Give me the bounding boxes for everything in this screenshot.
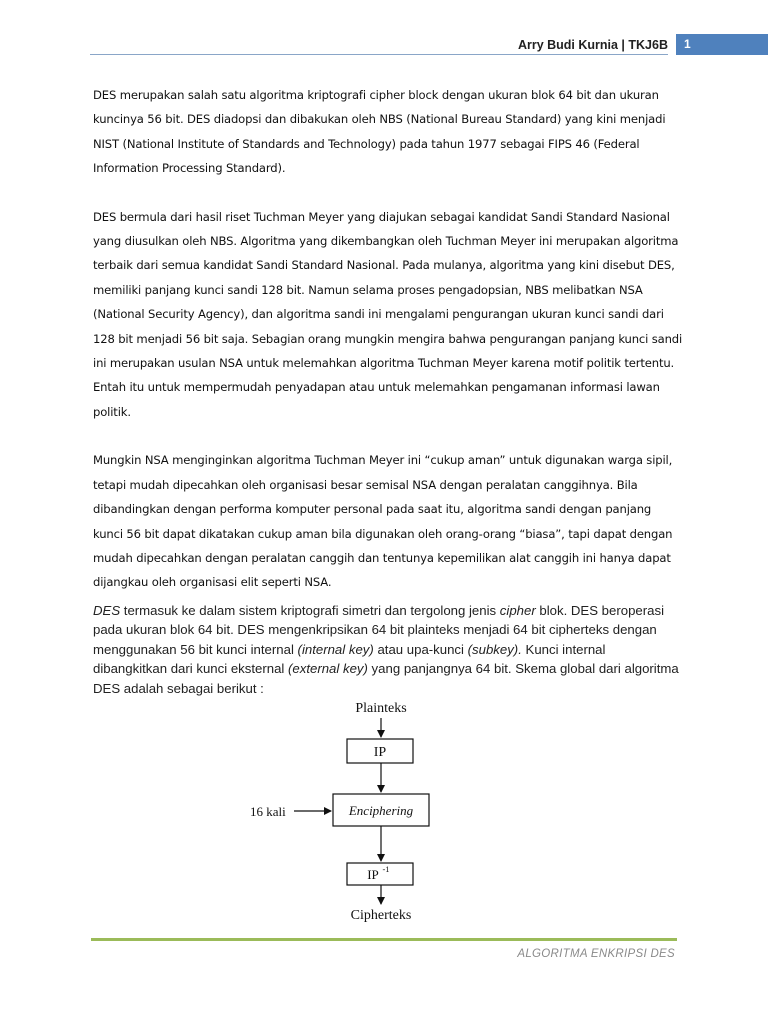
paragraph-des-definition: DES merupakan salah satu algoritma kriptografi cipher block dengan ukuran blok 64 bit dan ukuran kuncinya 56 bit. DES diadopsi dan dibakukan oleh NBS (National Bureau Standard) yang kini menjadi NIST (National Institute of Standards and Technology) pada tahun 1977 sebagai FIPS 46 (Federal Information Processing Standard). (93, 88, 666, 176)
cipherteks-label: Cipherteks (350, 908, 412, 923)
header-author-class: Arry Budi Kurnia | TKJ6B (517, 38, 668, 52)
footer-rule (91, 938, 677, 941)
page-header (0, 34, 768, 56)
header-rule (90, 54, 668, 55)
paragraph-nsa: Mungkin NSA menginginkan algoritma Tuchman Meyer ini “cukup aman” untuk digunakan warga sipil, tetapi mudah dipecahkan oleh organisasi besar semisal NSA dengan peralatan canggihnya. Bila dibandingkan dengan performa komputer personal pada saat itu, algoritma sandi dengan panjang kunci 56 bit dapat dikatakan cukup aman bila digunakan oleh orang-orang “biasa”, tapi dapat dengan mudah dipecahkan dengan peralatan canggih dan tentunya kepemilikan alat canggih ini hanya dapat dijangkau oleh organisasi elit seperti NSA. (93, 453, 673, 590)
footer-title: ALGORITMA ENKRIPSI DES (517, 948, 675, 960)
paragraph-des-scheme: DES termasuk ke dalam sistem kriptografi simetri dan tergolong jenis cipher blok. DES beroperasi pada ukuran blok 64 bit. DES mengenkripsikan 64 bit plainteks menjadi 64 bit cipherteks dengan menggunakan 56 bit kunci internal (internal key) atau upa-kunci (subkey). Kunci internal dibangkitkan dari kunci eksternal (external key) yang panjangnya 64 bit. Skema global dari algoritma DES adalah sebagai berikut : (93, 602, 679, 696)
ip-inverse-box (347, 863, 413, 885)
page-number-tab (676, 34, 768, 55)
page-number: 1 (684, 37, 691, 51)
body-content (93, 83, 683, 698)
enciphering-label: Enciphering (348, 803, 414, 818)
plainteks-label: Plainteks (355, 701, 407, 716)
ip-inverse-label: IP (367, 867, 379, 882)
ip-inverse-superscript: -1 (382, 864, 390, 874)
ip-label: IP (373, 745, 387, 760)
rounds-label: 16 kali (250, 804, 286, 819)
des-global-scheme-diagram (240, 697, 540, 929)
paragraph-des-history: DES bermula dari hasil riset Tuchman Meyer yang diajukan sebagai kandidat Sandi Standard Nasional yang diusulkan oleh NBS. Algoritma yang dikembangkan oleh Tuchman Meyer ini merupakan algoritma terbaik dari semua kandidat Sandi Standard Nasional. Pada mulanya, algoritma yang kini disebut DES, memiliki panjang kunci sandi 128 bit. Namun selama proses pengadopsian, NBS melibatkan NSA (National Security Agency), dan algoritma sandi ini mengalami pengurangan ukuran kunci sandi dari 128 bit menjadi 56 bit saja. Sebagian orang mungkin mengira bahwa pengurangan panjang kunci sandi ini merupakan usulan NSA untuk melemahkan algoritma Tuchman Meyer karena motif politik tertentu. Entah itu untuk mempermudah penyadapan atau untuk melemahkan pengamanan informasi lawan politik. (93, 209, 683, 419)
